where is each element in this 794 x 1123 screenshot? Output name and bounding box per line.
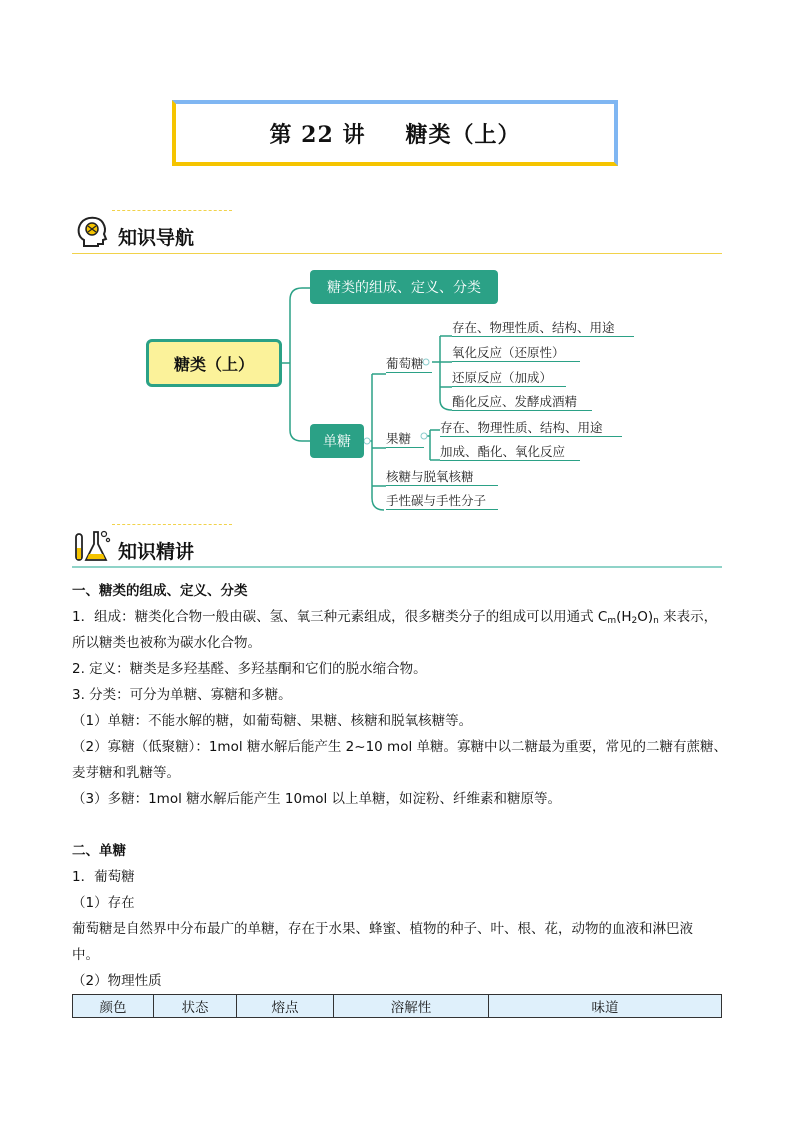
mindmap-leaf: 加成、酯化、氧化反应: [440, 442, 580, 461]
subheading-glucose: 1．葡萄糖: [72, 869, 135, 885]
section-header-lecture: [72, 522, 722, 568]
mindmap-leaf: 氧化反应（还原性）: [452, 343, 580, 362]
mindmap-branch-monosaccharide: 单糖: [310, 424, 364, 458]
paragraph-line: 麦芽糖和乳糖等。: [72, 765, 180, 781]
table-header-row: [73, 995, 722, 1018]
mindmap-leaf: 还原反应（加成）: [452, 368, 566, 387]
section-title-nav: 知识导航: [118, 227, 195, 249]
table-header-cell: 状态: [154, 995, 237, 1018]
paragraph-composition: 1．组成：糖类化合物一般由碳、氢、氧三种元素组成，很多糖类分子的组成可以用通式 $C_m(H_2O)_n$ 来表示，: [72, 609, 718, 626]
mindmap-leaf: 酯化反应、发酵成酒精: [452, 392, 592, 411]
paragraph-classification: 3. 分类：可分为单糖、寡糖和多糖。: [72, 687, 292, 703]
paragraph-definition: 2. 定义：糖类是多羟基醛、多羟基酮和它们的脱水缩合物。: [72, 661, 427, 677]
paragraph-monosaccharide: （1）单糖：不能水解的糖，如葡萄糖、果糖、核糖和脱氧核糖等。: [72, 713, 473, 729]
lecture-number: 第 22 讲: [269, 121, 366, 148]
mindmap-root: 糖类（上）: [146, 339, 282, 387]
table-header-cell: 味道: [489, 995, 722, 1018]
lab-flask-icon: [72, 526, 112, 566]
mindmap-node-ribose: 核糖与脱氧核糖: [386, 467, 498, 486]
mindmap-node-glucose: 葡萄糖: [386, 354, 432, 373]
subheading-existence: （1）存在: [72, 895, 135, 911]
paragraph-polysaccharide: （3）多糖：1mol 糖水解后能产生 10mol 以上单糖，如淀粉、纤维素和糖原等。: [72, 791, 562, 807]
subheading-physical: （2）物理性质: [72, 973, 162, 989]
table-header-cell: 熔点: [237, 995, 334, 1018]
mindmap-leaf: 存在、物理性质、结构、用途: [440, 418, 622, 437]
physical-properties-table: [72, 994, 722, 1018]
paragraph-oligosaccharide: （2）寡糖（低聚糖）：1mol 糖水解后能产生 2~10 mol 单糖。寡糖中以二糖最为重要，常见的二糖有蔗糖、: [72, 739, 727, 755]
table-header-cell: 溶解性: [334, 995, 489, 1018]
lecture-topic: 糖类（上）: [405, 121, 521, 148]
mindmap-node-fructose: 果糖: [386, 429, 424, 448]
paragraph-line: 所以糖类也被称为碳水化合物。: [72, 635, 261, 651]
heading-part2: 二、单糖: [72, 843, 126, 859]
heading-part1: 一、糖类的组成、定义、分类: [72, 583, 248, 599]
paragraph-line: 中。: [72, 947, 99, 963]
table-header-cell: 颜色: [73, 995, 154, 1018]
paragraph-existence: 葡萄糖是自然界中分布最广的单糖，存在于水果、蜂蜜、植物的种子、叶、根、花，动物的血液和淋巴液: [72, 921, 693, 937]
mindmap-leaf: 存在、物理性质、结构、用途: [452, 318, 634, 337]
mindmap-node-chiral: 手性碳与手性分子: [386, 491, 498, 510]
mindmap-branch-composition: 糖类的组成、定义、分类: [310, 270, 498, 304]
section-title-lecture: 知识精讲: [118, 541, 195, 563]
